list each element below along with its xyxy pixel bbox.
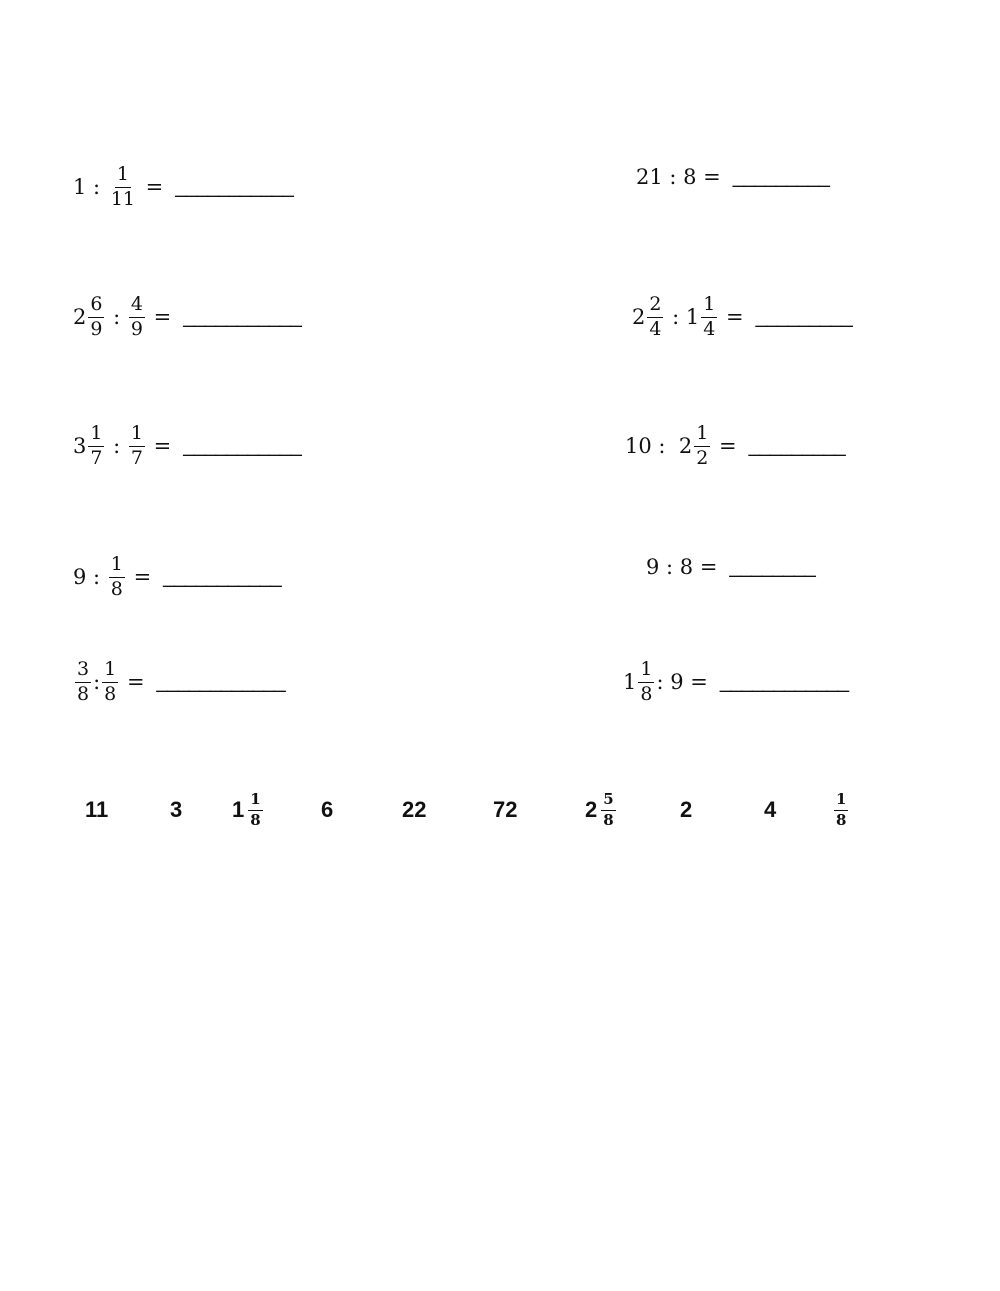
expression-text: 9 : 8 =	[646, 555, 718, 579]
fraction	[75, 660, 91, 705]
expression-text: 2	[632, 305, 646, 330]
answer-fraction	[601, 789, 615, 829]
answer-blank[interactable]: ____________	[156, 670, 285, 694]
answer-whole: 11	[85, 797, 109, 822]
answer-option[interactable]	[85, 785, 108, 835]
numerator: 3	[75, 660, 91, 683]
answer-option[interactable]	[585, 785, 618, 835]
numerator: 1	[248, 792, 262, 811]
numerator: 1	[701, 295, 717, 318]
expression-text: :	[86, 175, 107, 200]
expression-text: =	[719, 305, 744, 330]
expression-text: =	[712, 434, 737, 459]
problem-4	[632, 295, 852, 340]
denominator: 4	[649, 317, 662, 340]
answer-whole: 3	[170, 797, 183, 822]
answer-fraction	[834, 789, 848, 829]
numerator: 1	[115, 165, 131, 188]
numerator: 1	[102, 660, 118, 683]
expression-text: :	[106, 305, 127, 330]
denominator: 8	[250, 810, 261, 829]
problem-7	[73, 555, 281, 600]
numerator: 1	[109, 555, 125, 578]
denominator: 7	[90, 446, 103, 469]
answer-option[interactable]	[493, 785, 517, 835]
denominator: 9	[90, 317, 103, 340]
fraction	[647, 295, 663, 340]
answer-blank[interactable]: ________	[729, 555, 815, 578]
denominator: 2	[696, 446, 709, 469]
answer-whole: 72	[493, 797, 518, 822]
expression-text: =	[120, 670, 145, 695]
answer-blank[interactable]: _________	[755, 305, 852, 329]
problem-6	[625, 424, 845, 469]
answer-blank[interactable]: _________	[732, 165, 829, 188]
answer-whole: 22	[402, 797, 427, 822]
answer-blank[interactable]: ___________	[183, 305, 301, 329]
expression-text: 3	[73, 434, 87, 459]
denominator: 9	[130, 317, 143, 340]
answer-option[interactable]	[321, 785, 333, 835]
denominator: 8	[104, 682, 117, 705]
numerator: 5	[601, 792, 615, 811]
expression-text: =	[126, 565, 152, 590]
numerator: 4	[129, 295, 145, 318]
answer-whole: 4	[764, 797, 777, 822]
expression-text: :	[93, 670, 101, 695]
answer-whole: 6	[321, 797, 334, 822]
fraction	[88, 295, 104, 340]
fraction	[109, 165, 137, 210]
answer-option[interactable]	[402, 785, 426, 835]
expression-text: 10 : 2	[625, 434, 693, 459]
denominator: 8	[640, 682, 653, 705]
problem-3	[73, 295, 301, 340]
answer-blank[interactable]: ____________	[719, 670, 849, 694]
answer-blank[interactable]: ___________	[163, 565, 281, 589]
expression-text: 9 :	[73, 565, 107, 590]
answer-whole: 2	[680, 797, 693, 822]
problem-8	[646, 555, 815, 579]
fraction	[102, 660, 118, 705]
problem-10	[623, 660, 848, 705]
expression-text: 1	[73, 175, 87, 200]
answer-option[interactable]	[830, 785, 850, 835]
numerator: 1	[129, 424, 145, 447]
answer-option[interactable]	[232, 785, 265, 835]
answer-option[interactable]	[764, 785, 776, 835]
expression-text: :	[106, 434, 127, 459]
denominator: 7	[130, 446, 143, 469]
numerator: 1	[638, 660, 654, 683]
expression-text: 21 : 8 =	[636, 165, 721, 189]
problem-9	[73, 660, 285, 705]
numerator: 2	[647, 295, 663, 318]
problem-1	[73, 165, 293, 210]
answer-whole: 2	[585, 797, 598, 822]
denominator: 8	[603, 810, 614, 829]
denominator: 11	[110, 187, 135, 210]
denominator: 8	[836, 810, 847, 829]
answer-option[interactable]	[170, 785, 182, 835]
numerator: 6	[88, 295, 104, 318]
expression-text: 1	[623, 670, 637, 695]
fraction	[694, 424, 710, 469]
expression-text: =	[139, 175, 164, 200]
fraction	[701, 295, 717, 340]
expression-text: 2	[73, 305, 87, 330]
answer-blank[interactable]: _________	[748, 434, 845, 458]
fraction	[109, 555, 125, 600]
fraction	[129, 295, 145, 340]
answer-fraction	[248, 789, 262, 829]
expression-text: =	[147, 434, 172, 459]
problem-5	[73, 424, 301, 469]
answer-blank[interactable]: ___________	[183, 434, 301, 458]
numerator: 1	[694, 424, 710, 447]
answer-blank[interactable]: ___________	[175, 175, 293, 199]
numerator: 1	[834, 792, 848, 811]
answer-whole: 1	[232, 797, 245, 822]
expression-text: : 9 =	[656, 670, 708, 695]
expression-text: =	[147, 305, 172, 330]
denominator: 4	[703, 317, 716, 340]
answer-bank	[0, 785, 1000, 835]
expression-text: : 1	[665, 305, 700, 330]
fraction	[638, 660, 654, 705]
denominator: 8	[110, 577, 123, 600]
denominator: 8	[77, 682, 90, 705]
numerator: 1	[88, 424, 104, 447]
fraction	[88, 424, 104, 469]
fraction	[129, 424, 145, 469]
answer-option[interactable]	[680, 785, 692, 835]
problem-2	[636, 165, 829, 189]
